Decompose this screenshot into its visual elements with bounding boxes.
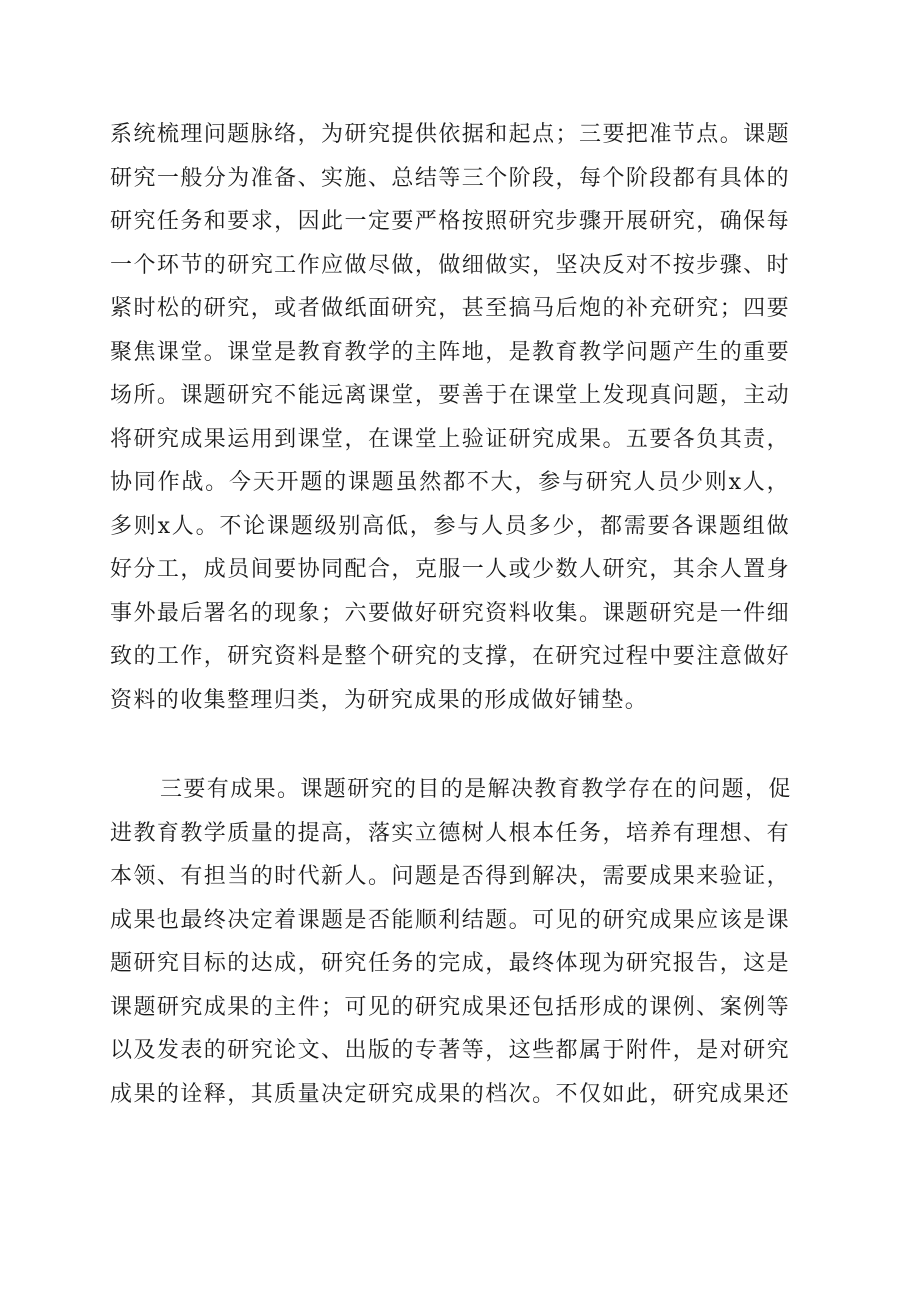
paragraph-first-line: 三要有成果。课题研究的目的是解决教育教学存在的问题，促 bbox=[160, 777, 792, 802]
paragraph-line: 以及发表的研究论文、出版的专著等，这些都属于附件，是对研究 bbox=[110, 1038, 790, 1063]
paragraph-line: 研究一般分为准备、实施、总结等三个阶段，每个阶段都有具体的 bbox=[110, 165, 790, 191]
paragraph-line: 成果的诠释，其质量决定研究成果的档次。不仅如此，研究成果还 bbox=[110, 1081, 790, 1107]
paragraph-line: 进教育教学质量的提高，落实立德树人根本任务，培养有理想、有 bbox=[110, 820, 790, 846]
paragraph-line: 课题研究成果的主件；可见的研究成果还包括形成的课例、案例等 bbox=[110, 994, 790, 1020]
paragraph-line: 紧时松的研究，或者做纸面研究，甚至搞马后炮的补充研究；四要 bbox=[110, 296, 790, 321]
paragraph-line: 将研究成果运用到课堂，在课堂上验证研究成果。五要各负其责， bbox=[110, 426, 790, 452]
paragraph-line: 题研究目标的达成，研究任务的完成，最终体现为研究报告，这是 bbox=[110, 951, 790, 976]
paragraph-line: 本领、有担当的时代新人。问题是否得到解决，需要成果来验证， bbox=[110, 864, 790, 889]
paragraph-line: 场所。课题研究不能远离课堂，要善于在课堂上发现真问题，主动 bbox=[110, 383, 790, 408]
paragraph-line: 研究任务和要求，因此一定要严格按照研究步骤开展研究，确保每 bbox=[110, 209, 790, 234]
paragraph-line: 事外最后署名的现象；六要做好研究资料收集。课题研究是一件细 bbox=[110, 600, 790, 626]
paragraph-line: 系统梳理问题脉络，为研究提供依据和起点；三要把准节点。课题 bbox=[110, 122, 790, 147]
paragraph-line: 多则x人。不论课题级别高低，参与人员多少，都需要各课题组做 bbox=[110, 513, 790, 539]
paragraph-2 bbox=[110, 768, 790, 1116]
paragraph-line: 致的工作，研究资料是整个研究的支撑，在研究过程中要注意做好 bbox=[110, 644, 790, 669]
paragraph-line: 聚焦课堂。课堂是教育教学的主阵地，是教育教学问题产生的重要 bbox=[110, 339, 790, 365]
paragraph-line: 成果也最终决定着课题是否能顺利结题。可见的研究成果应该是课 bbox=[110, 907, 790, 933]
paragraph-line: 好分工，成员间要协同配合，克服一人或少数人研究，其余人置身 bbox=[110, 557, 790, 582]
paragraph-line-last: 资料的收集整理归类，为研究成果的形成做好铺垫。 bbox=[110, 687, 649, 713]
paragraph-line: 一个环节的研究工作应做尽做，做细做实，坚决反对不按步骤、时 bbox=[110, 252, 790, 278]
paragraph-1 bbox=[110, 113, 790, 722]
paragraph-line: 协同作战。今天开题的课题虽然都不大，参与研究人员少则x人， bbox=[110, 470, 790, 495]
